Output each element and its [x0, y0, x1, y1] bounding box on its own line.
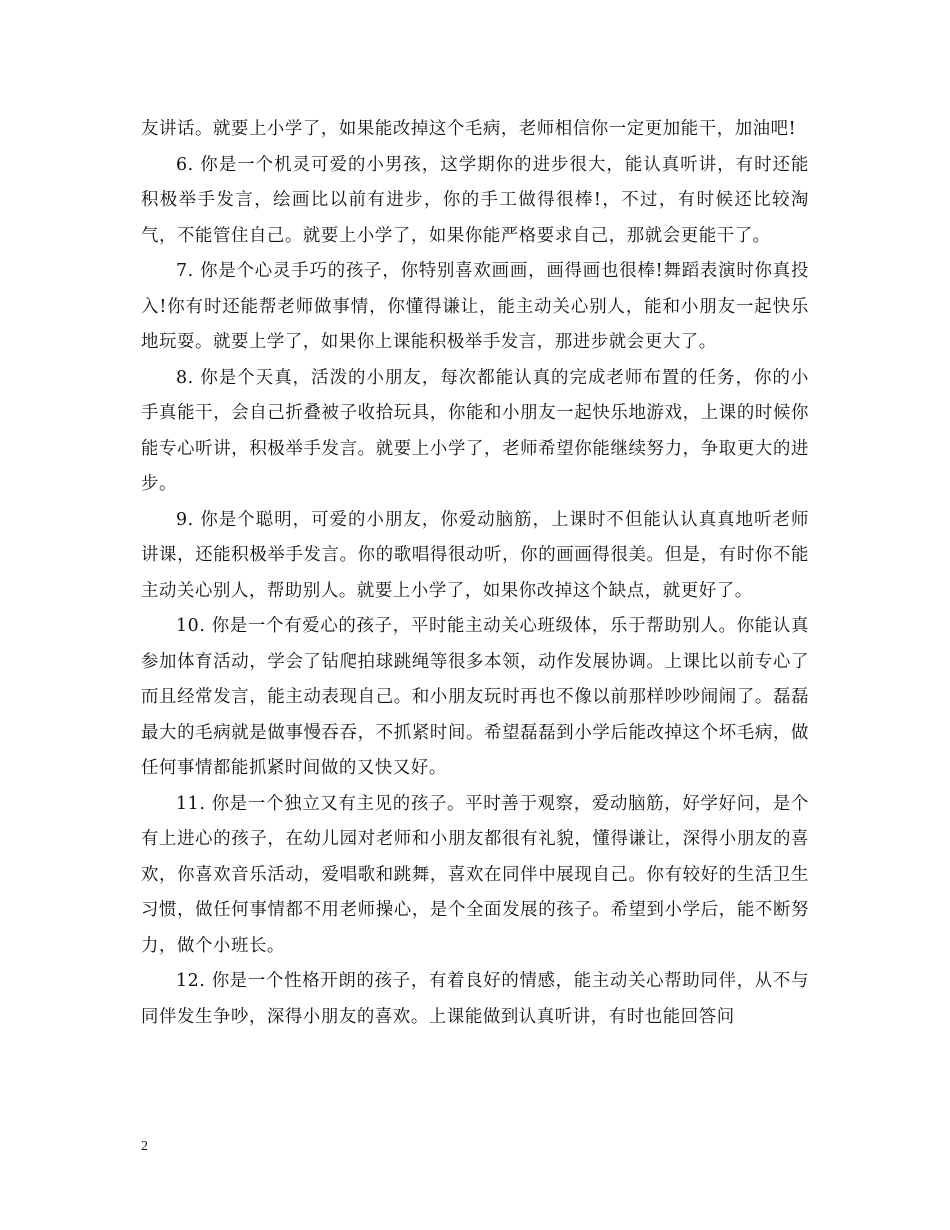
page-number: 2: [141, 1139, 148, 1154]
paragraph-item-7: 7. 你是个心灵手巧的孩子，你特别喜欢画画，画得画也很棒!舞蹈表演时你真投入!你有时还能帮老师做事情，你懂得谦让，能主动关心别人，能和小朋友一起快乐地玩耍。就要上学了，如果你上课能积极举手发言，那进步就会更大了。: [141, 261, 809, 352]
paragraph-item-9: 9. 你是个聪明，可爱的小朋友，你爱动脑筋，上课时不但能认认真真地听老师讲课，还能积极举手发言。你的歌唱得很动听，你的画画得很美。但是，有时你不能主动关心别人，帮助别人。就要上小学了，如果你改掉这个缺点，就更好了。: [141, 509, 809, 601]
paragraph-item-8: 8. 你是个天真，活泼的小朋友，每次都能认真的完成老师布置的任务，你的小手真能干，会自己折叠被子收拾玩具，你能和小朋友一起快乐地游戏，上课的时候你能专心听讲，积极举手发言。就要上小学了，老师希望你能继续努力，争取更大的进步。: [141, 367, 809, 494]
paragraph-continuation: 友讲话。就要上小学了，如果能改掉这个毛病，老师相信你一定更加能干，加油吧!: [141, 119, 797, 139]
paragraph-item-11: 11. 你是一个独立又有主见的孩子。平时善于观察，爱动脑筋，好学好问，是个有上进心的孩子，在幼儿园对老师和小朋友都很有礼貌，懂得谦让，深得小朋友的喜欢，你喜欢音乐活动，爱唱歌和跳舞，喜欢在同伴中展现自己。你有较好的生活卫生习惯，做任何事情都不用老师操心，是个全面发展的孩子。希望到小学后，能不断努力，做个小班长。: [141, 793, 809, 956]
paragraph-item-12: 12. 你是一个性格开朗的孩子，有着良好的情感，能主动关心帮助同伴，从不与同伴发生争吵，深得小朋友的喜欢。上课能做到认真听讲，有时也能回答问: [141, 971, 809, 1027]
paragraph-item-6: 6. 你是一个机灵可爱的小男孩，这学期你的进步很大，能认真听讲，有时还能积极举手发言，绘画比以前有进步，你的手工做得很棒!，不过，有时候还比较淘气，不能管住自己。就要上小学了，如果你能严格要求自己，那就会更能干了。: [141, 154, 809, 246]
paragraph-item-10: 10. 你是一个有爱心的孩子，平时能主动关心班级体，乐于帮助别人。你能认真参加体育活动，学会了钻爬拍球跳绳等很多本领，动作发展协调。上课比以前专心了而且经常发言，能主动表现自己。和小朋友玩时再也不像以前那样吵吵闹闹了。磊磊最大的毛病就是做事慢吞吞，不抓紧时间。希望磊磊到小学后能改掉这个坏毛病，做任何事情都能抓紧时间做的又快又好。: [141, 616, 809, 778]
document-body: [141, 112, 809, 1035]
